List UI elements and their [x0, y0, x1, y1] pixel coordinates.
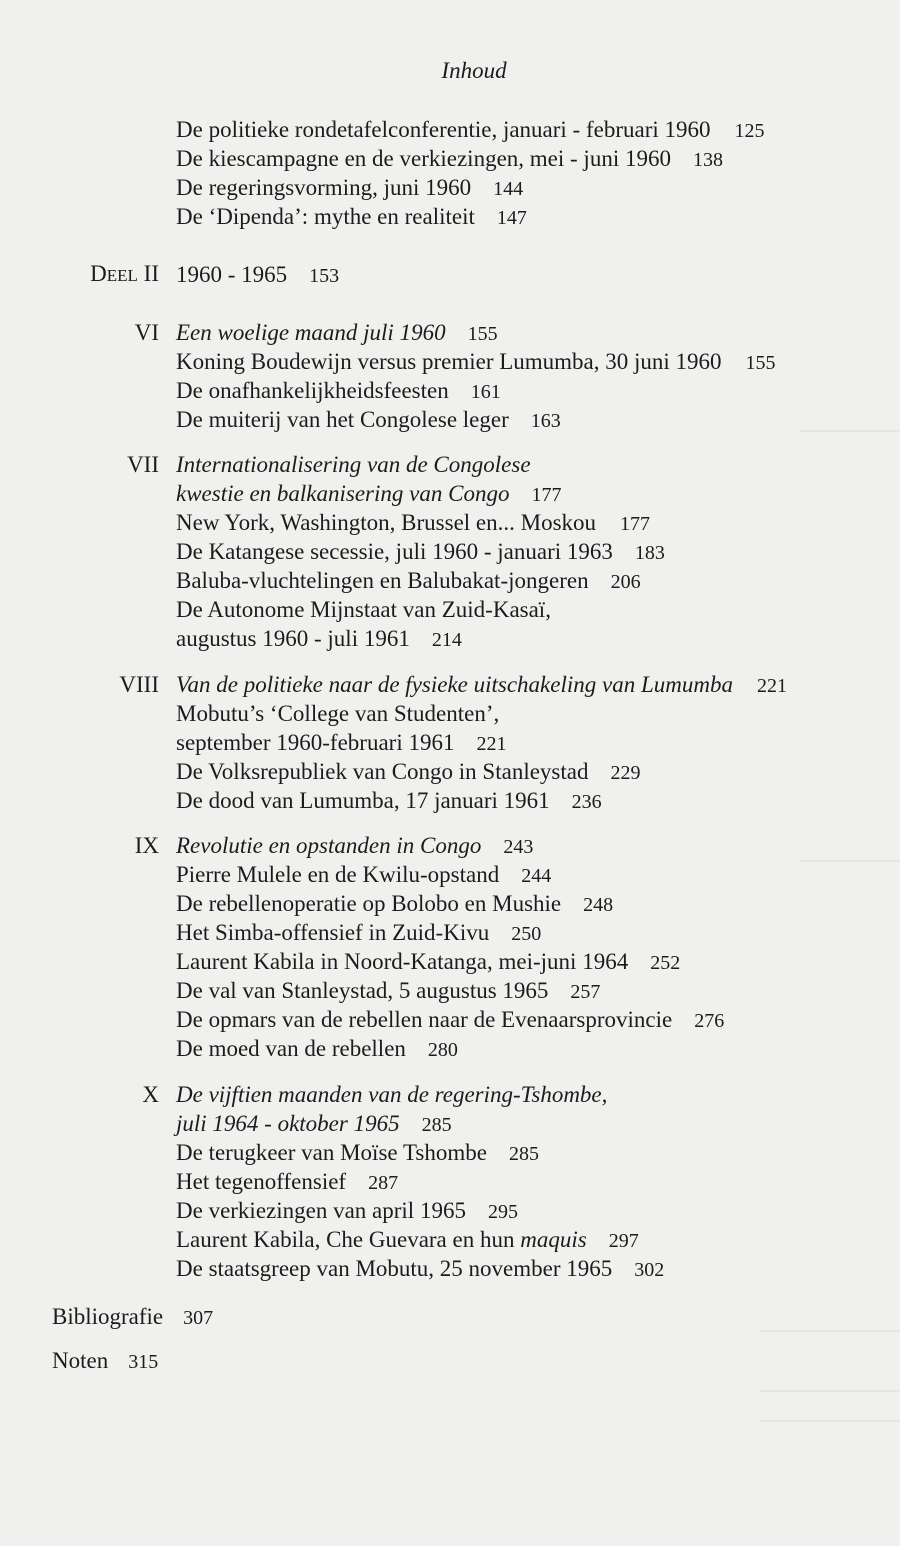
- chapter-numeral: IX: [134, 833, 159, 858]
- chapter-title-cont: juli 1964 - oktober 1965 285: [176, 1111, 452, 1136]
- section-entry: Koning Boudewijn versus premier Lumumba, 30 juni 1960 155: [176, 349, 776, 374]
- back-matter-entry: Bibliografie 307: [52, 1304, 214, 1329]
- section-entry: Baluba-vluchtelingen en Balubakat-jongeren 206: [176, 568, 641, 593]
- part-title: 1960 - 1965: [176, 262, 288, 287]
- section-entry: De rebellenoperatie op Bolobo en Mushie 248: [176, 891, 614, 916]
- bleed-through: [760, 1390, 900, 1392]
- chapter-title: Revolutie en opstanden in Congo 243: [176, 833, 534, 858]
- toc-entry: [176, 173, 523, 204]
- chapter-title: Internationalisering van de Congolese: [176, 452, 531, 477]
- entry-page: 144: [493, 178, 524, 200]
- section-entry: De Katangese secessie, juli 1960 - januari 1963 183: [176, 539, 665, 564]
- part-page: 153: [309, 265, 340, 287]
- back-matter-entry: Noten 315: [52, 1348, 159, 1373]
- chapter-title-cont: kwestie en balkanisering van Congo 177: [176, 481, 562, 506]
- section-entry: Mobutu’s ‘College van Studenten’,: [176, 701, 500, 726]
- entry-page: 125: [734, 120, 765, 142]
- chapter-title: De vijftien maanden van de regering-Tshombe,: [176, 1082, 608, 1107]
- bleed-through: [800, 430, 900, 432]
- section-entry: Het Simba-offensief in Zuid-Kivu 250: [176, 920, 542, 945]
- section-entry: Het tegenoffensief 287: [176, 1169, 399, 1194]
- chapter-title: Een woelige maand juli 1960 155: [176, 320, 498, 345]
- entry-page: 138: [692, 149, 723, 171]
- chapter-title: Van de politieke naar de fysieke uitschakeling van Lumumba 221: [176, 672, 787, 697]
- chapter-numeral: VIII: [119, 672, 159, 697]
- toc-entry: [176, 115, 765, 146]
- section-entry: De terugkeer van Moïse Tshombe 285: [176, 1140, 539, 1165]
- bleed-through: [760, 1420, 900, 1422]
- section-entry: Laurent Kabila, Che Guevara en hun maquis 297: [176, 1227, 639, 1252]
- bleed-through: [760, 1330, 900, 1332]
- section-entry: De moed van de rebellen 280: [176, 1036, 458, 1061]
- chapter-numeral: VII: [127, 452, 159, 477]
- section-entry: De opmars van de rebellen naar de Evenaarsprovincie 276: [176, 1007, 725, 1032]
- chapter-numeral: X: [142, 1082, 159, 1107]
- section-entry: Laurent Kabila in Noord-Katanga, mei-juni 1964 252: [176, 949, 681, 974]
- section-entry-cont: september 1960-februari 1961 221: [176, 730, 507, 755]
- section-entry: De val van Stanleystad, 5 augustus 1965 257: [176, 978, 601, 1003]
- bleed-through: [800, 860, 900, 862]
- section-entry: De Volksrepubliek van Congo in Stanleystad 229: [176, 759, 641, 784]
- section-entry: Pierre Mulele en de Kwilu-opstand 244: [176, 862, 552, 887]
- section-entry: De onafhankelijkheidsfeesten 161: [176, 378, 501, 403]
- section-entry: De muiterij van het Congolese leger 163: [176, 407, 561, 432]
- entry-title: De kiescampagne en de verkiezingen, mei - juni 1960: [176, 146, 671, 171]
- entry-page: 147: [496, 207, 527, 229]
- section-entry: De dood van Lumumba, 17 januari 1961 236: [176, 788, 602, 813]
- toc-entry: [176, 202, 527, 233]
- section-entry: De Autonome Mijnstaat van Zuid-Kasaï,: [176, 597, 551, 622]
- entry-title: De ‘Dipenda’: mythe en realiteit: [176, 204, 475, 229]
- entry-title: De regeringsvorming, juni 1960: [176, 175, 472, 200]
- chapter-numeral: VI: [134, 320, 159, 345]
- toc-entry: [176, 144, 723, 175]
- section-entry: De staatsgreep van Mobutu, 25 november 1965 302: [176, 1256, 665, 1281]
- section-entry-cont: augustus 1960 - juli 1961 214: [176, 626, 462, 651]
- part-label: DEEL II: [90, 261, 159, 286]
- part-entry: [176, 260, 339, 291]
- entry-title: De politieke rondetafelconferentie, januari - februari 1960: [176, 117, 711, 142]
- section-entry: De verkiezingen van april 1965 295: [176, 1198, 518, 1223]
- running-head: Inhoud: [441, 58, 507, 83]
- section-entry: New York, Washington, Brussel en... Moskou 177: [176, 510, 651, 535]
